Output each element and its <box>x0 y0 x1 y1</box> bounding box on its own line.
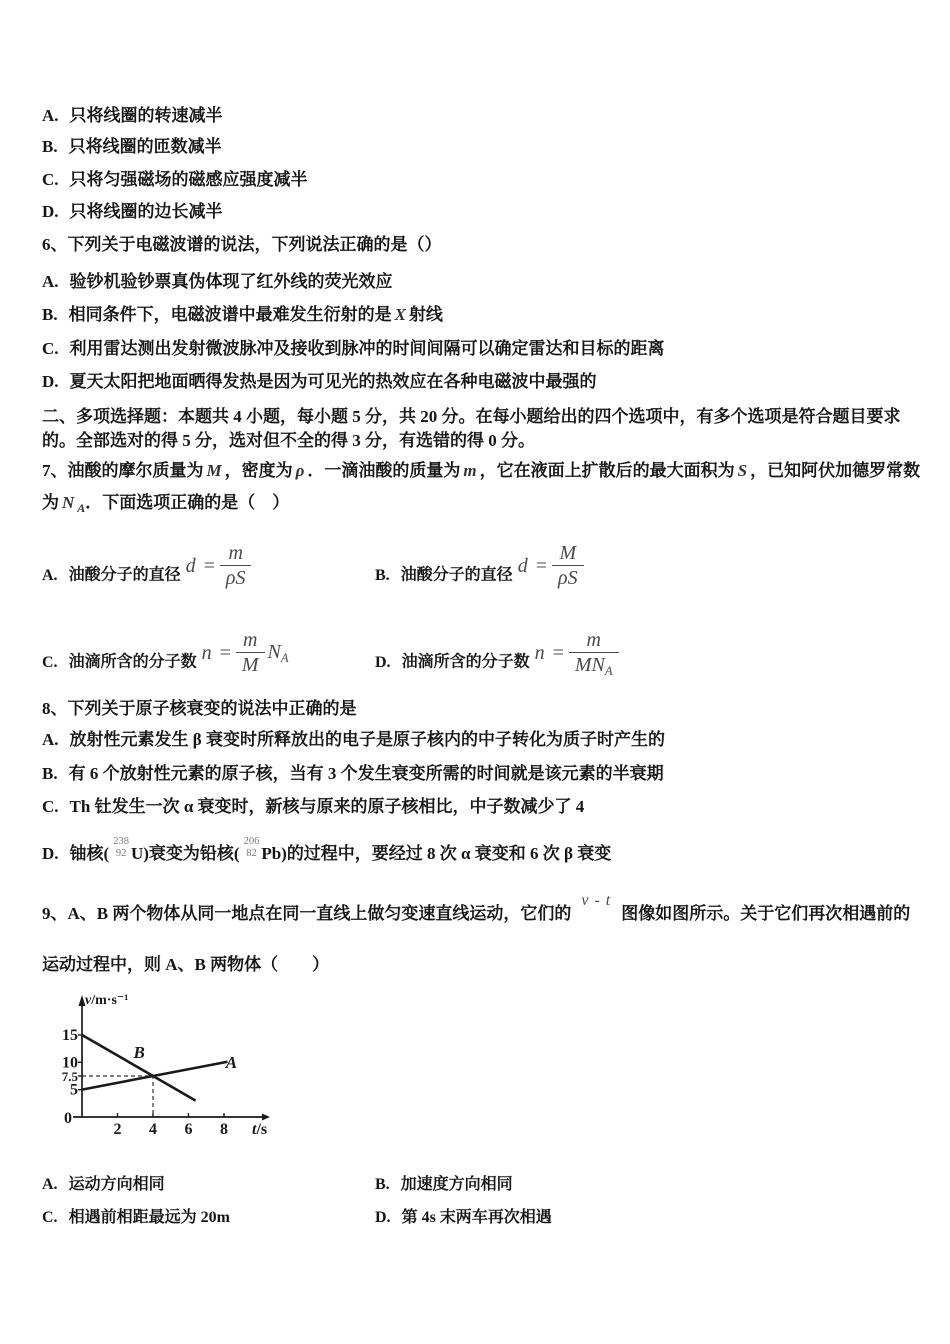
q5-option-b <box>42 136 927 158</box>
option-letter: B. <box>42 137 58 156</box>
q9-option-a <box>42 1171 375 1194</box>
formula-d-M-over-rhoS: d = $\frac{M}{\rho S}$ <box>518 542 587 592</box>
q9-option-b <box>375 1171 927 1194</box>
q9-options-row2 <box>42 1204 927 1227</box>
option-letter: C. <box>42 170 59 189</box>
option-text: 有 6 个放射性元素的原子核，当有 3 个发生衰变所需的时间就是该元素的半衰期 <box>68 764 664 783</box>
option-text: 运动方向相同 <box>68 1176 165 1193</box>
option-letter: C. <box>42 1209 58 1226</box>
chart-label: 15 <box>62 1026 78 1044</box>
q7-option-a <box>42 542 375 601</box>
option-letter: B. <box>375 566 390 584</box>
q5-option-d <box>42 201 927 223</box>
q9-stem: 9、A、B 两个物体从同一地点在同一直线上做匀变速直线运动，它们的v - t图像如图所示。关于它们再次相遇前的运动过程中，则 A、B 两物体（ ） <box>42 892 911 974</box>
chart-label: t/s <box>252 1121 268 1138</box>
option-letter: D. <box>42 372 59 391</box>
chart-label: 5 <box>70 1081 78 1099</box>
chart-label: 2 <box>113 1121 122 1138</box>
formula-n-m-over-MNA: n = $\frac{m}{MN_A}$ <box>535 629 622 679</box>
option-text: 油酸分子的直径 <box>400 566 513 584</box>
option-text: 验钞机验钞票真伪体现了红外线的荧光效应 <box>69 272 393 291</box>
q6-option-a <box>42 271 927 293</box>
q6-option-b <box>42 304 927 326</box>
option-text: 放射性元素发生 β 衰变时所释放出的电子是原子核内的中子转化为质子时产生的 <box>69 730 665 749</box>
q8-option-a <box>42 729 927 751</box>
option-text: 相遇前相距最远为 20m <box>68 1209 230 1226</box>
section2-header: 二、多项选择题：本题共 4 小题，每小题 5 分，共 20 分。在每小题给出的四个选项中，有多个选项是符合题目要求的。全部选对的得 5 分，选对但不全的得 3 分，有选错的得 0 分。 <box>42 407 901 450</box>
series-label-B: B <box>133 1042 145 1062</box>
chart-label: 6 <box>184 1121 193 1138</box>
option-text: 加速度方向相同 <box>400 1176 513 1193</box>
option-letter: C. <box>42 653 58 671</box>
q5-option-c <box>42 169 927 191</box>
chart-label: 4 <box>149 1121 157 1138</box>
chart-label: v/m·s⁻¹ <box>85 993 129 1008</box>
nuclide-number-stack: 238 92 <box>113 836 129 860</box>
series-label-A: A <box>225 1052 238 1072</box>
option-text: 夏天太阳把地面晒得发热是因为可见光的热效应在各种电磁波中最强的 <box>69 372 597 391</box>
q6-option-d <box>42 371 927 393</box>
x-axis-arrow <box>262 1114 270 1121</box>
option-text: 利用雷达测出发射微波脉冲及接收到脉冲的时间间隔可以确定雷达和目标的距离 <box>69 339 665 358</box>
option-letter: B. <box>42 764 58 783</box>
option-letter: D. <box>375 1209 391 1226</box>
option-text: 铀核( 238 92 U)衰变为铅核( 206 82 Pb)的过程中，要经过 8 次 α 衰变和 6 次 β 衰变 <box>69 836 612 863</box>
option-text: 只将线圈的边长减半 <box>69 202 223 221</box>
chart-label: 7.5 <box>61 1068 78 1084</box>
q7-options-row2 <box>42 629 927 688</box>
q9-options-row1 <box>42 1171 927 1194</box>
q5-option-a <box>42 105 927 127</box>
option-letter: D. <box>375 653 391 671</box>
q7-option-d <box>375 629 927 688</box>
q9-option-d <box>375 1204 927 1227</box>
q8-option-c <box>42 796 927 818</box>
option-text: 只将线圈的匝数减半 <box>68 137 222 156</box>
q8-stem: 8、下列关于原子核衰变的说法中正确的是 <box>42 699 357 718</box>
option-letter: A. <box>42 566 58 584</box>
option-letter: A. <box>42 730 59 749</box>
option-text: 第 4s 末两车再次相遇 <box>401 1209 552 1226</box>
option-text: Th 钍发生一次 α 衰变时，新核与原来的原子核相比，中子数减少了 4 <box>69 797 585 816</box>
q6-option-c <box>42 338 927 360</box>
q8-option-d <box>42 836 927 867</box>
option-letter: D. <box>42 844 59 863</box>
option-text: 油滴所含的分子数 <box>401 653 530 671</box>
chart-label: 8 <box>220 1121 228 1138</box>
option-text: 相同条件下，电磁波谱中最难发生衍射的是 X 射线 <box>68 305 443 324</box>
formula-n-m-over-M-NA: n = $\frac{m}{M}$ $N_A$ <box>201 629 289 676</box>
chart-label: 0 <box>64 1110 72 1127</box>
chart-label: 10 <box>62 1054 78 1072</box>
q7-option-b <box>375 542 927 601</box>
q9-option-c <box>42 1204 375 1227</box>
q7-options-row1 <box>42 542 927 601</box>
option-text: 只将匀强磁场的磁感应强度减半 <box>69 170 308 189</box>
option-letter: A. <box>42 1176 58 1193</box>
option-letter: A. <box>42 272 59 291</box>
vt-graph <box>55 990 295 1150</box>
q7-option-c <box>42 629 375 688</box>
q7-stem: 7、油酸的摩尔质量为 M ，密度为 ρ ．一滴油酸的质量为 m ，它在液面上扩散后的最大面积为 S ，已知阿伏加德罗常数为 N $_A$．下面选项正确的是（ ） <box>42 461 921 515</box>
option-text: 油酸分子的直径 <box>68 566 181 584</box>
formula-d-m-over-rhoS: d = $\frac{m}{\rho S}$ <box>186 542 255 592</box>
option-letter: C. <box>42 339 59 358</box>
option-letter: B. <box>375 1176 390 1193</box>
nuclide-number-stack: 206 82 <box>243 836 260 860</box>
option-letter: C. <box>42 797 59 816</box>
option-text: 油滴所含的分子数 <box>68 653 197 671</box>
q6-stem: 6、下列关于电磁波谱的说法，下列说法正确的是（） <box>42 235 442 254</box>
option-letter: D. <box>42 202 59 221</box>
option-text: 只将线圈的转速减半 <box>69 106 223 125</box>
option-letter: B. <box>42 305 58 324</box>
option-letter: A. <box>42 106 59 125</box>
q8-option-b <box>42 763 927 785</box>
